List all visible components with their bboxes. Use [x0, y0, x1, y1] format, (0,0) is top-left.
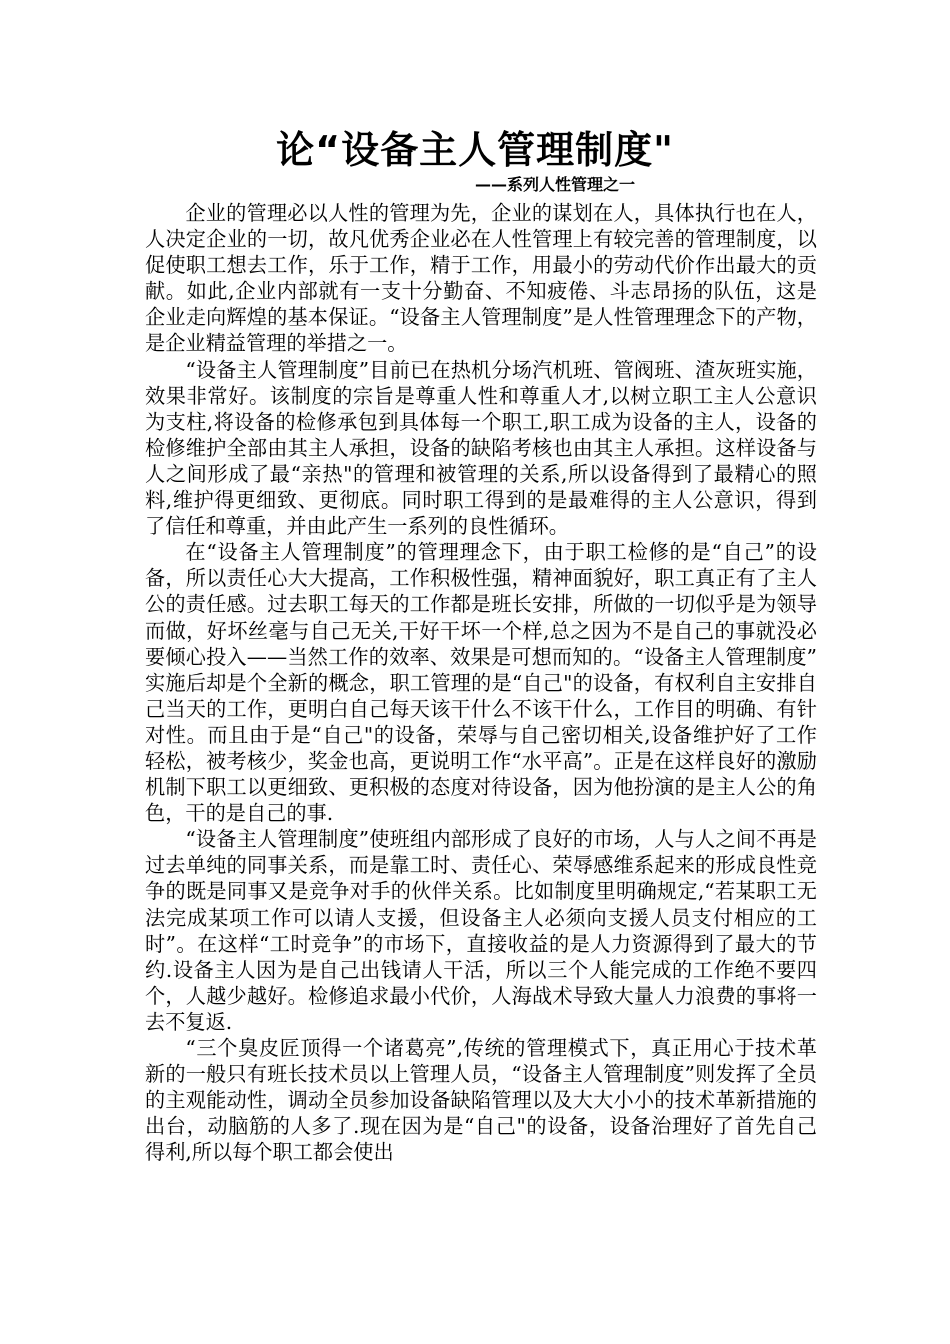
document-subtitle: ——系列人性管理之一 — [475, 175, 636, 194]
document-title: 论“设备主人管理制度" — [276, 128, 674, 172]
body-paragraph: 在“设备主人管理制度”的管理理念下，由于职工检修的是“自己”的设备，所以责任心大大提高，工作积极性强，精神面貌好，职工真正有了主人公的责任感。过去职工每天的工作都是班长安排，所做的一切似乎是为领导而做，好坏丝毫与自己无关,干好干坏一个样,总之因为不是自己的事就没必要倾心投入——当然工作的效率、效果是可想而知的。“设备主人管理制度” 实施后却是个全新的概念，职工管理的是“自己"的设备，有权利自主安排自己当天的工作，更明白自己每天该干什么不该干什么，工作目的明确、有针对性。而且由于是“自己"的设备，荣辱与自己密切相关,设备维护好了工作轻松，被考核少，奖金也高，更说明工作“水平高”。正是在这样良好的激励机制下职工以更细致、更积极的态度对待设备，因为他扮演的是主人公的角色，干的是自己的事. — [145, 540, 817, 826]
body-paragraph: “三个臭皮匠顶得一个诸葛亮”,传统的管理模式下，真正用心于技术革新的一般只有班长技术员以上管理人员，“设备主人管理制度”则发挥了全员的主观能动性，调动全员参加设备缺陷管理以及大大小小的技术革新措施的出台，动脑筋的人多了.现在因为是“自己"的设备，设备治理好了首先自己得利,所以每个职工都会使出 — [145, 1036, 817, 1165]
document-body — [145, 200, 817, 1165]
body-paragraph: “设备主人管理制度”使班组内部形成了良好的市场，人与人之间不再是过去单纯的同事关系，而是靠工时、责任心、荣辱感维系起来的形成良性竞争的既是同事又是竞争对手的伙伴关系。比如制度里明确规定,“若某职工无法完成某项工作可以请人支援，但设备主人必须向支援人员支付相应的工时”。在这样“工时竞争”的市场下，直接收益的是人力资源得到了最大的节约.设备主人因为是自己出钱请人干活，所以三个人能完成的工作绝不要四个，人越少越好。检修追求最小代价，人海战术导致大量人力浪费的事将一去不复返. — [145, 827, 817, 1034]
body-paragraph: 企业的管理必以人性的管理为先，企业的谋划在人，具体执行也在人，人决定企业的一切，故凡优秀企业必在人性管理上有较完善的管理制度，以促使职工想去工作，乐于工作，精于工作，用最小的劳动代价作出最大的贡献。如此,企业内部就有一支十分勤奋、不知疲倦、斗志昂扬的队伍，这是企业走向辉煌的基本保证。“设备主人管理制度”是人性管理理念下的产物，是企业精益管理的举措之一。 — [145, 201, 817, 356]
body-paragraph: “设备主人管理制度”目前已在热机分场汽机班、管阀班、渣灰班实施，效果非常好。该制度的宗旨是尊重人性和尊重人才,以树立职工主人公意识为支柱,将设备的检修承包到具体每一个职工,职工成为设备的主人，设备的检修维护全部由其主人承担，设备的缺陷考核也由其主人承担。这样设备与人之间形成了最“亲热"的管理和被管理的关系,所以设备得到了最精心的照料,维护得更细致、更彻底。同时职工得到的是最难得的主人公意识，得到了信任和尊重，并由此产生一系列的良性循环。 — [145, 357, 817, 539]
